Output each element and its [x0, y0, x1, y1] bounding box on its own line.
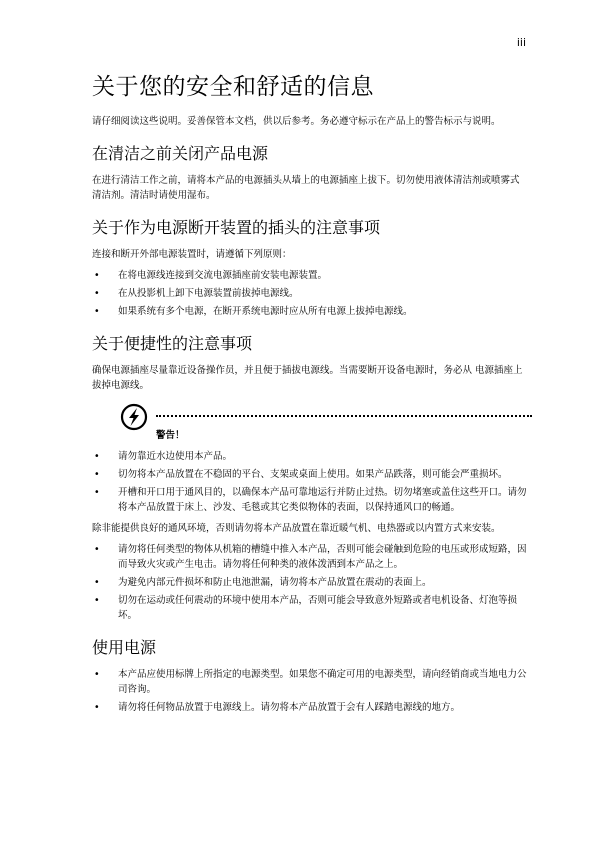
bullet-icon: •: [94, 702, 100, 713]
list-item: • 开槽和开口用于通风目的，以确保本产品可靠地运行并防止过热。切勿堵塞或盖住这些开口。请勿将本产品放置于床上、沙发、毛毯或其它类似物体的表面，以保持通风口的畅通。: [94, 487, 527, 513]
bullet-list-warning: [92, 449, 528, 515]
section-heading-plug: 关于作为电源断开装置的插头的注意事项: [92, 218, 381, 237]
section-heading-accessibility: 关于便捷性的注意事项: [92, 334, 253, 353]
bullet-icon: •: [94, 577, 100, 588]
list-item: • 在将电源线连接到交流电源插座前安装电源装置。: [94, 270, 328, 281]
bullet-list-power: [92, 667, 528, 715]
list-item: • 本产品应使用标牌上所指定的电源类型。如果您不确定可用的电源类型，请向经销商或当地电力公司咨询。: [94, 669, 527, 695]
list-item: • 切勿在运动或任何震动的环境中使用本产品，否则可能会导致意外短路或者电机设备、灯泡等损坏。: [94, 595, 518, 621]
list-item: • 在从投影机上卸下电源装置前拔掉电源线。: [94, 288, 299, 299]
bullet-list-plug: [92, 268, 528, 319]
ventilation-paragraph: 除非能提供良好的通风环境，否则请勿将本产品放置在靠近暖气机、电热器或以内置方式来安装。: [92, 523, 501, 534]
bullet-icon: •: [94, 288, 100, 299]
list-item: • 请勿靠近水边使用本产品。: [94, 451, 233, 462]
warning-divider: [156, 415, 532, 417]
list-item: • 为避免内部元件损坏和防止电池泄漏，请勿将本产品放置在震动的表面上。: [94, 577, 432, 588]
warning-lightning-icon: [120, 403, 148, 431]
bullet-icon: •: [94, 487, 100, 498]
bullet-icon: •: [94, 451, 100, 462]
list-item: • 请勿将任何物品放置于电源线上。请勿将本产品放置于会有人踩踏电源线的地方。: [94, 702, 461, 713]
page-number: iii: [516, 36, 526, 49]
list-item: • 如果系统有多个电源，在断开系统电源时应从所有电源上拔掉电源线。: [94, 306, 413, 317]
list-item: • 请勿将任何类型的物体从机箱的槽缝中推入本产品，否则可能会碰触到危险的电压或形成短路，因而导致火灾或产生电击。请勿将任何种类的液体泼洒到本产品之上。: [94, 544, 527, 570]
bullet-icon: •: [94, 595, 100, 606]
section-heading-cleaning: 在清洁之前关闭产品电源: [92, 144, 269, 163]
bullet-icon: •: [94, 669, 100, 680]
list-item: • 切勿将本产品放置在不稳固的平台、支架或桌面上使用。如果产品跌落，则可能会严重损坏。: [94, 469, 508, 480]
document-body: [92, 72, 528, 721]
section-heading-power: 使用电源: [92, 638, 157, 657]
bullet-icon: •: [94, 270, 100, 281]
intro-paragraph: 请仔细阅读这些说明。妥善保管本文档，供以后参考。务必遵守标示在产品上的警告标示与说明。: [92, 116, 501, 127]
section-paragraph-cleaning: 在进行清洁工作之前，请将本产品的电源插头从墙上的电源插座上拔下。切勿使用液体清洁剂或喷雾式清洁剂。清洁时请使用湿布。: [92, 175, 520, 201]
warning-label: 警告！: [156, 430, 185, 441]
warning-block: [120, 403, 528, 443]
bullet-icon: •: [94, 544, 100, 555]
page-title: 关于您的安全和舒适的信息: [92, 74, 374, 100]
bullet-icon: •: [94, 469, 100, 480]
section-paragraph-accessibility: 确保电源插座尽量靠近设备操作员，并且便于插拔电源线。当需要断开设备电源时，务必从 电源插座上拔掉电源线。: [92, 365, 523, 391]
bullet-list-objects: [92, 542, 528, 623]
bullet-icon: •: [94, 306, 100, 317]
section-paragraph-plug: 连接和断开外部电源装置时，请遵循下列原则：: [92, 249, 292, 260]
